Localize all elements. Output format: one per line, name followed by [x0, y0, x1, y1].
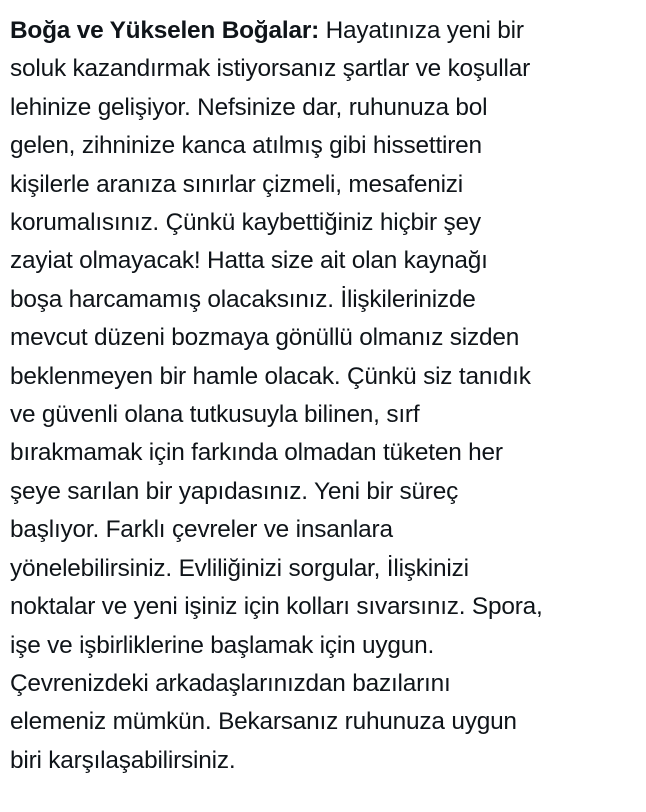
post-line: korumalısınız. Çünkü kaybettiğiniz hiçbir şey: [10, 209, 481, 237]
post-line: gelen, zihninize kanca atılmış gibi hissettiren: [10, 132, 482, 160]
horoscope-post: [10, 12, 638, 780]
post-line: şeye sarılan bir yapıdasınız. Yeni bir süreç: [10, 477, 459, 505]
post-line: yönelebilirsiniz. Evliliğinizi sorgular, İlişkinizi: [10, 554, 469, 582]
post-line: boşa harcamamış olacaksınız. İlişkilerinizde: [10, 285, 476, 313]
post-heading: Boğa ve Yükselen Boğalar:: [10, 17, 320, 44]
post-line: ve güvenli olana tutkusuyla bilinen, sırf: [10, 401, 420, 429]
post-line: elemeniz mümkün. Bekarsanız ruhunuza uygun: [10, 708, 517, 736]
post-line: mevcut düzeni bozmaya gönüllü olmanız sizden: [10, 324, 520, 352]
post-line: noktalar ve yeni işiniz için kolları sıvarsınız. Spora,: [10, 593, 543, 621]
post-line: biri karşılaşabilirsiniz.: [10, 746, 236, 774]
post-line: soluk kazandırmak istiyorsanız şartlar ve koşullar: [10, 55, 531, 83]
post-line: zayiat olmayacak! Hatta size ait olan kaynağı: [10, 247, 488, 275]
post-line: beklenmeyen bir hamle olacak. Çünkü siz tanıdık: [10, 362, 531, 390]
post-text: [10, 12, 638, 780]
post-line: başlıyor. Farklı çevreler ve insanlara: [10, 516, 393, 544]
post-line-1: [10, 12, 638, 50]
post-line: kişilerle aranıza sınırlar çizmeli, mesafenizi: [10, 170, 464, 198]
post-line: lehinize gelişiyor. Nefsinize dar, ruhunuza bol: [10, 93, 488, 121]
post-line-1-rest: Hayatınıza yeni bir: [319, 17, 524, 44]
post-line: bırakmamak için farkında olmadan tüketen her: [10, 439, 503, 467]
post-line: Çevrenizdeki arkadaşlarınızdan bazılarını: [10, 669, 451, 697]
post-line: işe ve işbirliklerine başlamak için uygun.: [10, 631, 435, 659]
